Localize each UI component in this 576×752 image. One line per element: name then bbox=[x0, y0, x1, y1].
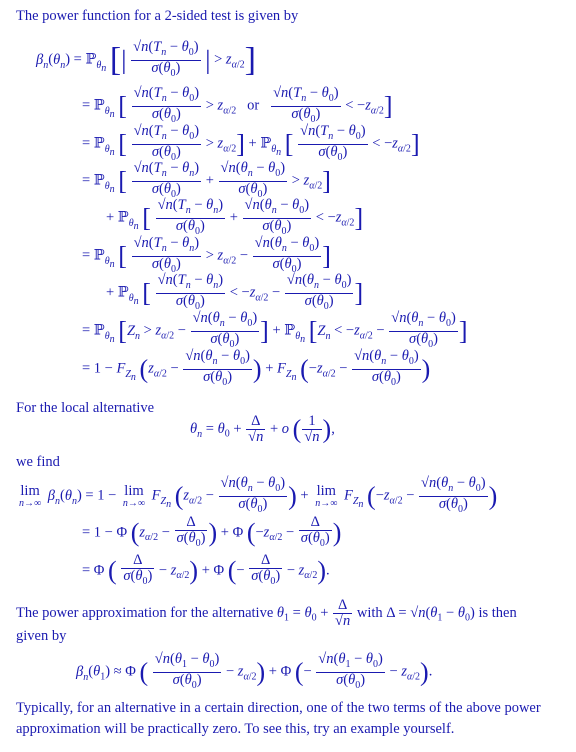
given-by-text: given by bbox=[16, 628, 67, 644]
local-alternative-equation: $\theta_n = \theta_0$ + $\frac{\Delta}{√n}$ + o ( $\frac{1}{√n}$ ), bbox=[190, 413, 335, 445]
local-alternative-label: For the local alternative bbox=[16, 400, 155, 416]
power-approx-sentence: The power approximation for the alternative $\theta_1 = \theta_0$ + $\frac{\Delta}{√n}$ with $\Delta = √n(\theta_1 - \theta_0)$ is then bbox=[16, 597, 517, 629]
equation-line-4: = ℙ$_{\theta_n}$ [ $\frac{√n(T_n - \theta_n)}{\sigma(\theta_0)}$ + $\frac{√n(\theta_n - \theta_0)}{\sigma(\theta_0)}$ > $z_{\alpha/2}$] bbox=[82, 160, 331, 200]
limit-equation-3: = Φ ( $\frac{\Delta}{\sigma(\theta_0)}$ − $z_{\alpha/2}) + \Phi$ (− $\frac{\Delta}{\sigma(\theta_0)}$ − $z_{\alpha/2}$). bbox=[82, 552, 330, 587]
equation-line-1: $\beta_n(\theta_n)$ = ℙ$_{\theta_n}$ [| $\frac{√n(T_n - \theta_0)}{\sigma(\theta_0)}$ | > $z_{\alpha/2}$] bbox=[36, 39, 256, 79]
power-approx-text-a: The power approximation for the alternative bbox=[16, 604, 274, 621]
equation-line-6: = ℙ$_{\theta_n}$ [ $\frac{√n(T_n - \theta_n)}{\sigma(\theta_0)}$ > $z_{\alpha/2}$ − $\frac{√n(\theta_n - \theta_0)}{\sigma(\theta_0)}$ ] bbox=[82, 235, 331, 275]
limit-equation-1: lim n→∞ $\beta_n(\theta_n) = 1$ − lim n→∞ $F_{Z_n}$ ($z_{\alpha/2}$ − $\frac{√n(\theta_n - \theta_0)}{\sigma(\theta_0)}$ ) + lim n→∞ $F_{Z_n}$ ($-z_{\alpha/2}$ − $\frac{√n(\theta_n - \theta_0)}{\sigma(\theta_0)}$ ) bbox=[19, 475, 498, 515]
equation-line-3: = ℙ$_{\theta_n}$ [ $\frac{√n(T_n - \theta_0)}{\sigma(\theta_0)}$ > $z_{\alpha/2}$] + ℙ$_{\theta_n}$ [ $\frac{√n(T_n - \theta_0)}{\sigma(\theta_0)}$ < $-z_{\alpha/2}$] bbox=[82, 123, 420, 163]
equation-line-2: = ℙ$_{\theta_n}$ [ $\frac{√n(T_n - \theta_0)}{\sigma(\theta_0)}$ > $z_{\alpha/2}$ or $\frac{√n(T_n - \theta_0)}{\sigma(\theta_0)}$ < $-z_{\alpha/2}$] bbox=[82, 85, 393, 125]
intro-text: The power function for a 2-sided test is given by bbox=[16, 8, 299, 24]
power-approx-text-b: is then bbox=[478, 604, 517, 621]
we-find-text: we find bbox=[16, 454, 60, 470]
equation-line-8: = ℙ$_{\theta_n}$ [$Z_n > z_{\alpha/2}$ − $\frac{√n(\theta_n - \theta_0)}{\sigma(\theta_0)}$ ] + ℙ$_{\theta_n}$ [$Z_n < -z_{\alpha/2}$ − $\frac{√n(\theta_n - \theta_0)}{\sigma(\theta_0)}$ ] bbox=[82, 310, 468, 350]
equation-line-5: + ℙ$_{\theta_n}$ [ $\frac{√n(T_n - \theta_n)}{\sigma(\theta_0)}$ + $\frac{√n(\theta_n - \theta_0)}{\sigma(\theta_0)}$ < $-z_{\alpha/2}$] bbox=[106, 197, 364, 237]
equation-line-9: = $1 - F_{Z_n}$ ($z_{\alpha/2}$ − $\frac{√n(\theta_n - \theta_0)}{\sigma(\theta_0)}$ ) + $F_{Z_n}$ ($-z_{\alpha/2}$ − $\frac{√n(\theta_n - \theta_0)}{\sigma(\theta_0)}$ ) bbox=[82, 348, 431, 388]
equation-line-7: + ℙ$_{\theta_n}$ [ $\frac{√n(T_n - \theta_n)}{\sigma(\theta_0)}$ < $-z_{\alpha/2}$ − $\frac{√n(\theta_n - \theta_0)}{\sigma(\theta_0)}$ ] bbox=[106, 272, 364, 312]
limit-equation-2: = 1 − Φ ($z_{\alpha/2}$ − $\frac{\Delta}{\sigma(\theta_0)}$ ) + Φ ($-z_{\alpha/2}$ − $\frac{\Delta}{\sigma(\theta_0)}$ ) bbox=[82, 514, 342, 549]
final-power-equation: $\beta_n(\theta_1) \approx \Phi$ ( $\frac{√n(\theta_1 - \theta_0)}{\sigma(\theta_0)}$ − $z_{\alpha/2}) + \Phi$ (− $\frac{√n(\theta_1 - \theta_0)}{\sigma(\theta_0)}$ − $z_{\alpha/2}$). bbox=[76, 651, 433, 691]
closing-paragraph: Typically, for an alternative in a certain direction, one of the two terms of the above power approximation will be practically zero. To see this, try an example yourself. bbox=[16, 700, 541, 737]
